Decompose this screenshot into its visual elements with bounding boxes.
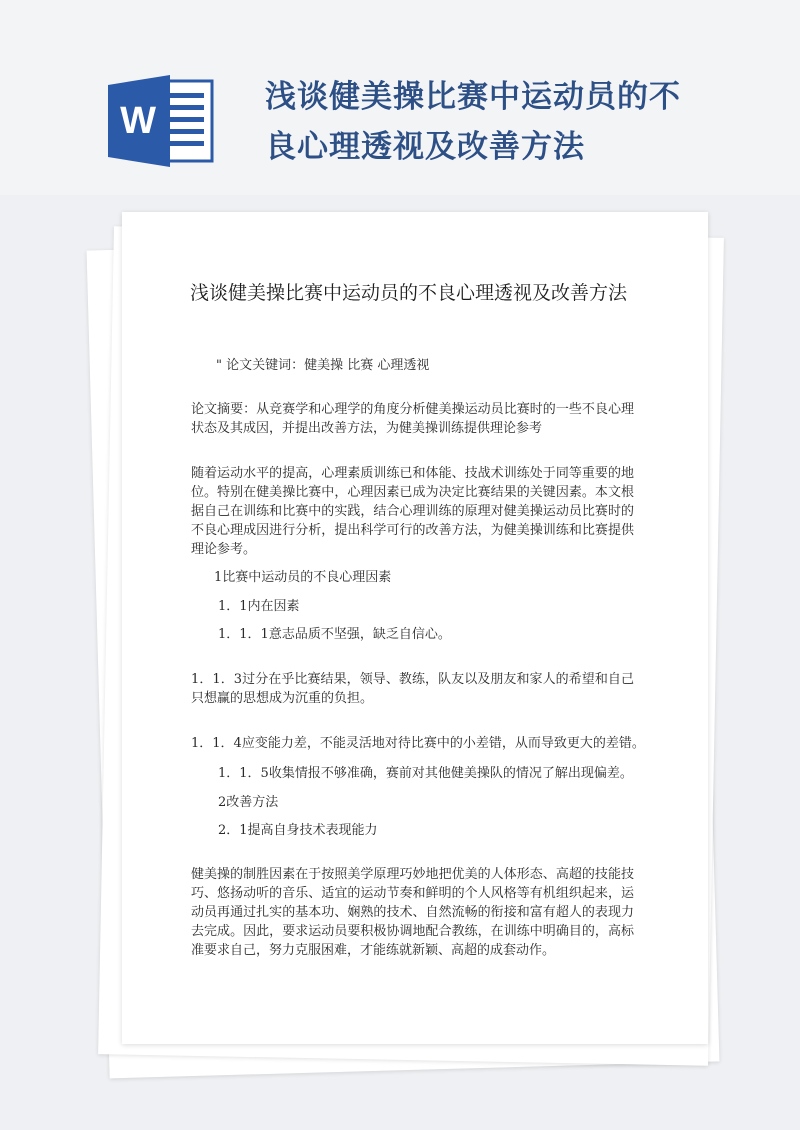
header-title: 浅谈健美操比赛中运动员的不良心理透视及改善方法 [265, 79, 681, 165]
list-item-1-1-3: 1．1．3过分在乎比赛结果，领导、教练，队友以及朋友和家人的希望和自己只想赢的思想成为沉重的负担。 [191, 672, 634, 706]
list-item-1-1-1: 1．1．1意志品质不坚强，缺乏自信心。 [218, 627, 451, 642]
word-icon-letter: W [120, 100, 156, 142]
subsection-heading-1-1: 1．1内在因素 [218, 599, 300, 614]
abstract-paragraph: 论文摘要：从竞赛学和心理学的角度分析健美操运动员比赛时的一些不良心理状态及其成因，并提出改善方法，为健美操训练提供理论参考 [191, 402, 634, 436]
intro-paragraph: 随着运动水平的提高，心理素质训练已和体能、技战术训练处于同等重要的地位。特别在健美操比赛中，心理因素已成为决定比赛结果的关键因素。本文根据自己在训练和比赛中的实践，结合心理训练的原理对健美操运动员比赛时的不良心理成因进行分析，提出科学可行的改善方法，为健美操训练和比赛提供理论参考。 [191, 466, 634, 557]
subsection-heading-2-1: 2．1提高自身技术表现能力 [218, 823, 378, 838]
keywords-line: " 论文关键词：健美操 比赛 心理透视 [216, 358, 430, 373]
word-document-icon [108, 75, 216, 167]
document-title: 浅谈健美操比赛中运动员的不良心理透视及改善方法 [190, 282, 628, 304]
section-heading-1: 1比赛中运动员的不良心理因素 [214, 570, 392, 585]
document-page [122, 212, 708, 1044]
closing-paragraph: 健美操的制胜因素在于按照美学原理巧妙地把优美的人体形态、高超的技能技巧、悠扬动听的音乐、适宜的运动节奏和鲜明的个人风格等有机组织起来，运动员再通过扎实的基本功、娴熟的技术、自然流畅的衔接和富有超人的表现力去完成。因此，要求运动员要积极协调地配合教练，在训练中明确目的，高标准要求自己，努力克服困难，才能练就新颖、高超的成套动作。 [191, 867, 634, 958]
list-item-1-1-5: 1．1．5收集情报不够准确，赛前对其他健美操队的情况了解出现偏差。 [218, 766, 633, 781]
page-header [0, 0, 800, 195]
list-item-1-1-4: 1．1．4应变能力差，不能灵活地对待比赛中的小差错，从而导致更大的差错。 [191, 736, 645, 751]
section-heading-2: 2改善方法 [218, 795, 279, 810]
